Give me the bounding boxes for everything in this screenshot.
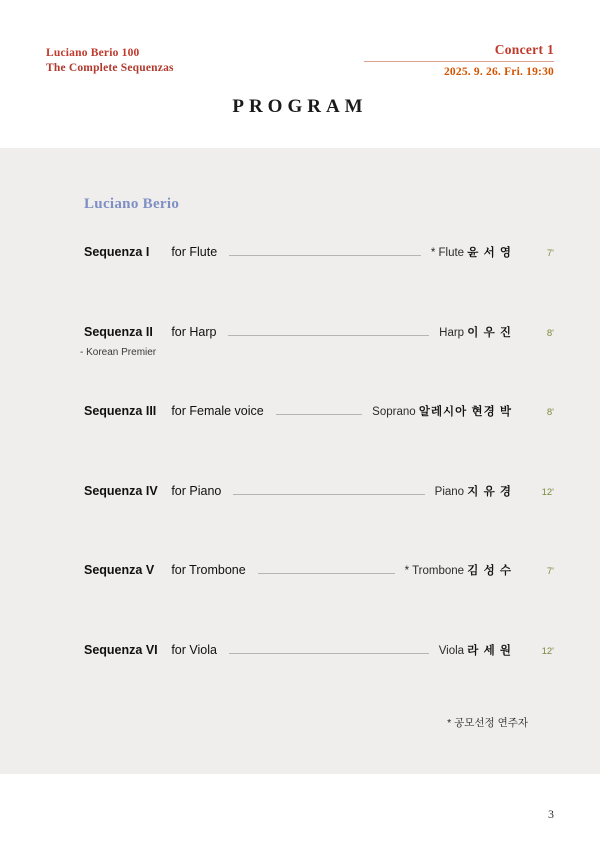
composer-name: Luciano Berio (84, 196, 180, 212)
work-seq-label: Sequenza (84, 642, 143, 657)
work-number: IV (145, 483, 158, 498)
leader-line (258, 572, 395, 574)
entry-row (84, 403, 554, 419)
work-seq-label: Sequenza (84, 404, 143, 418)
leader-line (228, 334, 429, 336)
performer-name: 지 유 경 (467, 485, 512, 498)
leader-line (229, 254, 421, 256)
performer-name: 라 세 원 (467, 644, 512, 657)
leader-line (233, 493, 424, 495)
brand-title: Luciano Berio 100 (46, 47, 140, 59)
entry-note: - Korean Premier (80, 346, 157, 358)
duration: 12' (541, 645, 554, 657)
work-title (84, 563, 246, 577)
performer-role: Viola (438, 644, 465, 657)
leader-line (229, 652, 429, 654)
concert-title: Concert 1 (494, 42, 554, 57)
list-item (0, 475, 600, 555)
performer-role: Piano (434, 485, 465, 498)
work-number: III (145, 404, 157, 418)
performer-name: 김 성 수 (467, 565, 512, 577)
list-item (0, 236, 600, 316)
work-seq-label: Sequenza (84, 245, 143, 259)
list-item (0, 554, 600, 634)
performer-role: Soprano (372, 406, 416, 418)
duration: 7' (546, 248, 554, 259)
work-title (84, 245, 217, 259)
performer (439, 642, 512, 658)
work-title (84, 484, 221, 498)
work-instrument: for Female voice (171, 404, 264, 418)
work-title (84, 404, 264, 418)
work-seq-label: Sequenza (84, 324, 143, 339)
work-title (84, 643, 217, 657)
performer-name: 이 우 진 (467, 326, 512, 339)
list-item (0, 395, 600, 475)
work-instrument: for Piano (171, 483, 222, 498)
entry-row (84, 642, 554, 658)
duration: 8' (546, 407, 554, 418)
duration: 8' (546, 327, 554, 339)
performer (435, 483, 512, 499)
work-number: V (145, 563, 155, 577)
work-title (84, 325, 216, 339)
entry-row (84, 562, 554, 578)
page-header (0, 0, 600, 148)
list-item (0, 634, 600, 714)
page-number: 3 (548, 807, 554, 821)
concert-date: 2025. 9. 26. Fri. 19:30 (443, 66, 554, 78)
work-seq-label: Sequenza (84, 483, 143, 498)
performer-role: * Trombone (404, 565, 465, 577)
entry-row (84, 483, 554, 499)
leader-line (276, 413, 362, 415)
entry-row (84, 244, 554, 260)
work-number: II (145, 324, 153, 339)
concert-block (364, 42, 554, 80)
list-item (0, 316, 600, 396)
performer-name: 알레시아 현경 박 (418, 406, 512, 418)
program-list (0, 236, 600, 713)
work-seq-label: Sequenza (84, 563, 143, 577)
performer-name: 윤 서 영 (467, 247, 512, 259)
concert-divider (364, 61, 554, 62)
footnote: * 공모선정 연주자 (447, 717, 528, 729)
work-instrument: for Viola (171, 642, 217, 657)
performer-role: Harp (439, 326, 465, 339)
entry-row (84, 324, 554, 340)
work-instrument: for Flute (171, 245, 218, 259)
performer (372, 403, 512, 419)
duration: 12' (541, 486, 554, 498)
duration: 7' (546, 566, 554, 577)
performer (405, 562, 512, 578)
performer-role: * Flute (430, 247, 465, 259)
work-instrument: for Trombone (171, 563, 246, 577)
work-number: VI (145, 642, 158, 657)
program-panel (0, 148, 600, 774)
performer (431, 244, 512, 260)
work-number: I (145, 245, 150, 259)
brand-subtitle: The Complete Sequenzas (46, 62, 174, 74)
work-instrument: for Harp (171, 324, 217, 339)
brand-block (46, 46, 174, 76)
page-title: PROGRAM (232, 96, 368, 117)
performer (439, 324, 512, 340)
